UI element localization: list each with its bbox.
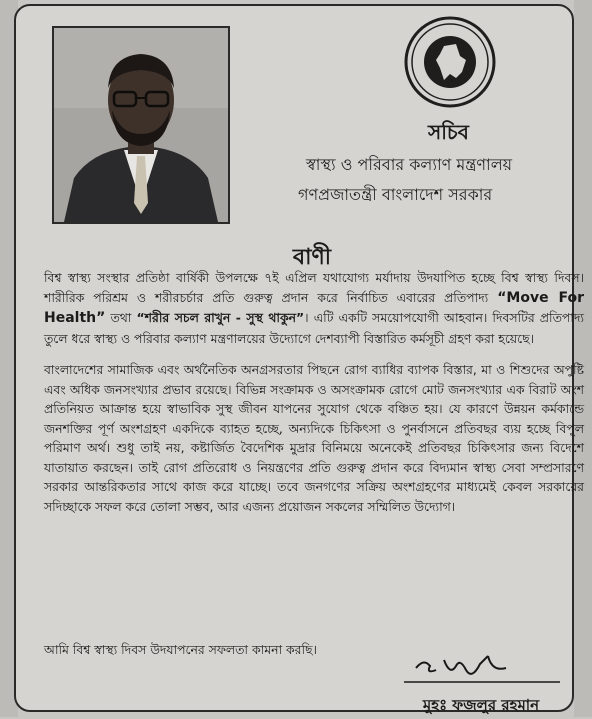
slogan-bangla: “শরীর সচল রাখুন - সুস্থ থাকুন”	[136, 310, 305, 325]
closing-line: আমি বিশ্ব স্বাস্থ্য দিবস উদযাপনের সফলতা কামনা করছি।	[44, 642, 317, 657]
signer-name: মুহঃ ফজলুর রহমান	[422, 696, 540, 714]
bangladesh-government-seal-icon	[404, 16, 496, 108]
paragraph-2: বাংলাদেশের সামাজিক এবং অর্থনৈতিক অনগ্রসরতার পিছনে রোগ ব্যাধির ব্যাপক বিস্তার, মা ও শিশুদের অপুষ্টি এবং অধিক জনসংখ্যার প্রভাব রয়েছে। বিভিন্ন সংক্রামক ও অসংক্রামক রোগে মোট জনসংখ্যার এক বিরাট অংশ প্রতিনিয়ত আক্রান্ত হয়ে স্বাভাবিক সুস্থ জীবন যাপনের সুযোগ থেকে বঞ্চিত হয়। যে কারণে উন্নয়ন কর্মকান্ডে জনশক্তির পূর্ণ অংশগ্রহণ একদিকে ব্যাহত হচ্ছে, অন্যদিকে চিকিৎসা ও পুনর্বাসনে প্রতিবছর ব্যয় হচ্ছে বিপুল পরিমাণ অর্থ। শুধু তাই নয়, কষ্টার্জিত বৈদেশিক মুদ্রার বিনিময়ে অনেকেই প্রতিবছর চিকিৎসার জন্য বিদেশে যাতায়াত করছেন। তাই রোগ প্রতিরোধ ও নিয়ন্ত্রণের প্রতি গুরুত্ব প্রদান করে বিদ্যমান স্বাস্থ্য সেবা সম্প্রসারণে সরকার আন্তরিকতার সাথে কাজ করে যাচ্ছে। তবে জনগণের সক্রিয় অংশগ্রহণের মাধ্যমেই কেবল সরকারের সদিচ্ছাকে সফল করে তোলা সম্ভব, আর এজন্য প্রয়োজন সকলের সম্মিলিত উদ্যোগ।	[44, 362, 584, 514]
government-seal	[404, 16, 496, 108]
paragraph-1-part-2: তথা	[105, 310, 137, 325]
paragraph-1	[44, 268, 584, 348]
portrait-photo-icon	[54, 28, 228, 222]
message-frame	[14, 4, 585, 714]
designation-title: সচিব	[428, 120, 469, 144]
paragraph-1-part-3: । এটি একটি সময়োপযোগী আহবান। দিবসটির প্রতিপাদ্য তুলে ধরে স্বাস্থ্য ও পরিবার কল্যাণ মন্ত্রণালয়ের উদ্যোগে দেশব্যাপী বিস্তারিত কর্মসূচী গ্রহণ করা হয়েছে।	[44, 310, 585, 346]
message-heading: বাণী	[292, 245, 332, 270]
slogan-english: “Move For Health”	[44, 289, 585, 326]
signature	[396, 646, 566, 690]
paragraph-1-part-1: বিশ্ব স্বাস্থ্য সংস্থার প্রতিষ্ঠা বার্ষিকী উপলক্ষে ৭ই এপ্রিল যথাযোগ্য মর্যাদায় উদযাপিত হচ্ছে বিশ্ব স্বাস্থ্য দিবস। শারীরিক পরিশ্রম ও শরীরচর্চার প্রতি গুরুত্ব প্রদান করে নির্বাচিত এবারের প্রতিপাদ্য	[44, 270, 584, 305]
government-name: গণপ্রজাতন্ত্রী বাংলাদেশ সরকার	[298, 185, 493, 204]
secretary-photo	[52, 26, 230, 224]
ministry-name: স্বাস্থ্য ও পরিবার কল্যাণ মন্ত্রণালয়	[306, 155, 513, 174]
handwritten-signature-icon	[396, 646, 566, 690]
message-body	[44, 268, 584, 528]
